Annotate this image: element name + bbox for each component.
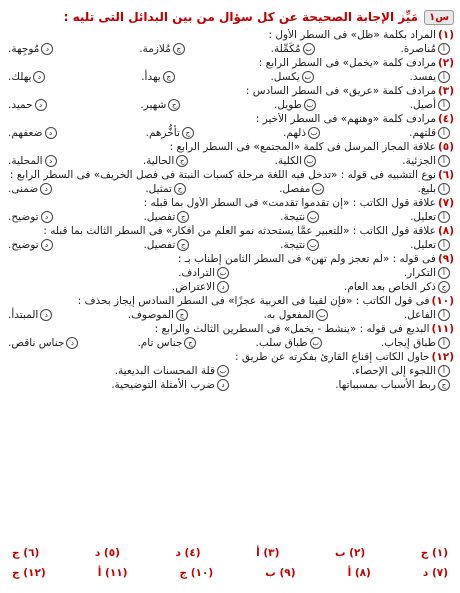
option-letter-circle: د [217,379,229,391]
option-text: مُكَمِّلة. [270,43,301,55]
option-letter-circle: د [40,309,52,321]
option-letter-circle: ج [438,281,450,293]
option-letter-circle: أ [438,239,450,251]
option-letter-circle: ب [304,155,316,167]
option-text: تفصيل. [143,211,176,223]
options-group [6,238,454,252]
option-text: شهير. [140,99,167,111]
answer-option[interactable] [410,238,450,252]
question-number: (١٠) [431,295,454,307]
question-item [6,141,454,168]
option-letter-circle: أ [438,267,450,279]
options-group [6,98,454,112]
answer-key [6,543,454,587]
question-number: (٢) [437,57,454,69]
option-letter-circle: ج [176,309,188,321]
answer-key-item: (٨) أ [347,567,371,579]
option-letter-circle: د [33,71,45,83]
option-text: أصيل. [409,99,436,111]
answer-key-item: (٥) د [94,547,120,559]
option-letter-circle: ب [217,365,229,377]
question-stem: حاول الكاتب إقناع القارئ بفكرته عن طريق : [234,351,430,363]
question-stem: مرادف كلمة «وهنهم» فى السطر الأخير : [255,113,436,125]
question-number: (١٢) [431,351,454,363]
answer-option[interactable] [143,210,189,224]
answer-option[interactable] [274,98,316,112]
option-letter-circle: د [40,183,52,195]
answer-option[interactable] [139,42,185,56]
answer-option[interactable] [229,378,450,392]
option-text: طباق سلب. [255,337,308,349]
question-number: (٧) [437,197,454,209]
answer-option[interactable] [8,336,78,350]
answer-key-item: (٩) ب [265,567,296,579]
option-letter-circle: ب [302,71,314,83]
option-letter-circle: ج [182,127,194,139]
answer-key-item: (٧) د [422,567,448,579]
options-group [6,308,454,322]
option-letter-circle: ج [168,99,180,111]
answer-option[interactable] [229,364,450,378]
question-number: (٦) [437,169,454,181]
option-text: نتيجة. [280,239,306,251]
question-text [6,323,454,336]
option-text: المفعول به. [263,309,315,321]
option-letter-circle: ب [308,127,320,139]
exam-page [6,6,454,587]
question-number: (١) [437,29,454,41]
option-text: تعليل. [410,239,436,251]
question-item [6,351,454,392]
option-text: بليغ. [417,183,436,195]
instruction-text: مَيِّز الإجابة الصحيحة عن كل سؤال من بين البدائل التى تليه : [63,10,419,24]
question-stem: علاقة قول الكاتب : «للتعبير عمَّا يستحدثه نمو العلم من أفكار» فى السطر الثالث بما قبله : [43,225,436,237]
option-letter-circle: ب [316,309,328,321]
question-item [6,323,454,350]
answer-option[interactable] [410,210,450,224]
option-letter-circle: أ [438,43,450,55]
answer-option[interactable] [8,280,229,294]
answer-row-1 [6,543,454,563]
option-text: الموصوف. [127,309,174,321]
answer-option[interactable] [229,280,450,294]
answer-option[interactable] [8,42,53,56]
answer-option[interactable] [8,98,47,112]
question-text [6,295,454,308]
question-number: (٣) [437,85,454,97]
answer-option[interactable] [409,126,450,140]
option-text: الاعتراض. [171,281,215,293]
options-group [6,364,454,392]
option-letter-circle: أ [438,155,450,167]
question-stem: المراد بكلمة «ظل» فى السطر الأول : [268,29,436,41]
answer-option[interactable] [8,210,53,224]
option-letter-circle: أ [438,183,450,195]
answer-option[interactable] [410,98,450,112]
option-text: ذلهم. [283,127,307,139]
option-letter-circle: أ [438,127,450,139]
option-letter-circle: ب [310,337,322,349]
option-text: يهلك. [8,71,32,83]
question-text [6,113,454,126]
question-item [6,225,454,252]
answer-key-item: (١٠) ج [179,567,214,579]
question-stem: فى قوله : «لم تعجز ولم تهن» فى السطر الثامن إطناب بـ : [177,253,436,265]
option-text: طويل. [273,99,302,111]
question-text [6,57,454,70]
answer-option[interactable] [8,126,56,140]
question-number: (٨) [437,225,454,237]
answer-option[interactable] [146,126,194,140]
question-number: (٤) [437,113,454,125]
question-item [6,113,454,140]
option-letter-circle: د [41,43,53,55]
option-text: تأخُّرهم. [145,127,180,139]
question-item [6,29,454,56]
question-stem: مرادف كلمة «يخمل» فى السطر الرابع : [258,57,436,69]
answer-key-item: (٤) د [175,547,201,559]
option-letter-circle: د [66,337,78,349]
question-text [6,197,454,210]
option-letter-circle: أ [438,309,450,321]
answer-option[interactable] [271,42,315,56]
option-letter-circle: أ [438,99,450,111]
option-letter-circle: ج [173,43,185,55]
option-letter-circle: ج [174,183,186,195]
option-text: مُوجِهة. [8,43,40,55]
option-letter-circle: ج [438,379,450,391]
answer-option[interactable] [270,70,313,84]
option-text: نتيجة. [280,211,306,223]
answer-option[interactable] [280,238,319,252]
option-letter-circle: د [217,281,229,293]
answer-option[interactable] [283,126,320,140]
option-text: الحالية. [142,155,175,167]
question-stem: نوع التشبيه فى قوله : «تدخل فيه اللغة مرحلة كسبات النبتة فى فصل الخريف» فى السطر الرابع : [9,169,436,181]
answer-key-item: (٢) ب [334,547,366,559]
answer-option[interactable] [145,182,186,196]
question-text [6,29,454,42]
option-text: الكلية. [274,155,303,167]
option-text: ضمنى. [8,183,39,195]
question-item [6,295,454,322]
option-letter-circle: ب [312,183,324,195]
option-text: حميد. [8,99,33,111]
option-letter-circle: د [41,211,53,223]
option-text: يهدأ. [141,71,161,83]
answer-option[interactable] [128,308,188,322]
option-letter-circle: ج [177,211,189,223]
answer-key-item: (٦) ج [12,547,40,559]
question-text [6,141,454,154]
options-group [6,154,454,168]
option-text: جناس ناقص. [8,337,65,349]
options-group [6,42,454,56]
question-stem: علاقة قول الكاتب : «إن تقدموا تقدمت» فى السطر الأول بما قبله : [143,197,436,209]
question-stem: فى قول الكاتب : «فإن لقينا فى العربية عجزًا» فى السطر السادس إيجاز بحذف : [77,295,430,307]
answer-option[interactable] [279,182,324,196]
option-letter-circle: ج [176,155,188,167]
question-text [6,253,454,266]
option-text: توضيح. [8,211,39,223]
option-letter-circle: د [35,99,47,111]
answer-key-item: (١١) أ [97,567,128,579]
option-text: الترادف. [178,267,215,279]
answer-option[interactable] [274,154,316,168]
option-letter-circle: ج [184,337,196,349]
option-letter-circle: أ [438,337,450,349]
answer-option[interactable] [400,42,450,56]
answer-option[interactable] [137,336,196,350]
answer-option[interactable] [280,210,319,224]
question-text [6,225,454,238]
option-text: الجزئية. [402,155,436,167]
answer-key-item: (١٢) ج [12,567,46,579]
option-letter-circle: د [45,155,57,167]
option-letter-circle: أ [438,211,450,223]
option-letter-circle: ب [217,267,229,279]
question-item [6,57,454,84]
answer-option[interactable] [229,266,450,280]
option-text: ذكر الخاص بعد العام. [344,281,436,293]
option-text: طباق إيجاب. [380,337,436,349]
answer-option[interactable] [256,336,322,350]
option-letter-circle: أ [438,365,450,377]
answer-option[interactable] [404,308,450,322]
question-number: (١١) [431,323,454,335]
option-letter-circle: ب [307,239,319,251]
option-letter-circle: ب [303,43,315,55]
option-letter-circle: ب [304,99,316,111]
question-text [6,351,454,364]
option-text: اللجوء إلى الإحصاء. [351,365,436,377]
option-text: جناس تام. [137,337,183,349]
answer-option[interactable] [8,70,45,84]
option-text: تعليل. [410,211,436,223]
answer-option[interactable] [402,154,450,168]
options-group [6,210,454,224]
option-text: تمثيل. [145,183,172,195]
answer-key-item: (٣) أ [256,547,280,559]
answer-option[interactable] [141,70,175,84]
question-header [6,6,454,28]
options-group [6,182,454,196]
question-text [6,169,454,182]
option-letter-circle: ج [163,71,175,83]
answer-option[interactable] [140,98,180,112]
options-group [6,70,454,84]
question-number: (٥) [437,141,454,153]
question-item [6,85,454,112]
question-item [6,169,454,196]
option-letter-circle: ب [307,211,319,223]
answer-option[interactable] [8,378,229,392]
option-text: ربط الأسباب بمسبباتها. [335,379,436,391]
option-letter-circle: ج [177,239,189,251]
option-text: قلتهم. [409,127,436,139]
option-letter-circle: د [45,127,57,139]
answer-option[interactable] [143,154,188,168]
option-text: يكسل. [270,71,300,83]
answer-option[interactable] [143,238,189,252]
option-text: يفسد. [409,71,436,83]
question-item [6,253,454,294]
answer-row-2 [6,563,454,583]
option-text: التكرار. [403,267,436,279]
question-number-badge: س١ [424,10,454,25]
question-text [6,85,454,98]
option-text: مُناصرة. [400,43,436,55]
option-letter-circle: د [41,239,53,251]
option-text: ضعفهم. [8,127,43,139]
option-letter-circle: أ [438,71,450,83]
answer-option[interactable] [410,70,450,84]
options-group [6,336,454,350]
option-text: المبتدأ. [8,309,39,321]
question-stem: علاقة المجاز المرسل فى كلمة «المجتمع» فى السطر الرابع : [169,141,436,153]
answer-option[interactable] [8,182,52,196]
options-group [6,126,454,140]
answer-option[interactable] [8,154,57,168]
answer-key-item: (١) ج [420,547,448,559]
questions-list [6,29,454,392]
option-text: الفاعل. [403,309,436,321]
answer-option[interactable] [263,308,328,322]
question-number: (٩) [437,253,454,265]
option-text: مُلازمة. [139,43,171,55]
answer-option[interactable] [8,238,53,252]
option-text: مفصل. [279,183,311,195]
answer-option[interactable] [8,266,229,280]
option-text: قلة المحسنات البديعية. [114,365,215,377]
answer-option[interactable] [8,308,52,322]
option-text: توضيح. [8,239,39,251]
answer-option[interactable] [381,336,450,350]
option-text: ضرب الأمثلة التوضيحية. [111,379,215,391]
answer-option[interactable] [8,364,229,378]
question-item [6,197,454,224]
options-group [6,266,454,294]
option-text: تفصيل. [143,239,176,251]
question-stem: مرادف كلمة «عريق» فى السطر السادس : [245,85,436,97]
answer-option[interactable] [418,182,451,196]
question-stem: البديع فى قوله : «ينشط - يخمل» فى السطرين الثالث والرابع : [154,323,430,335]
option-text: المحلية. [8,155,43,167]
